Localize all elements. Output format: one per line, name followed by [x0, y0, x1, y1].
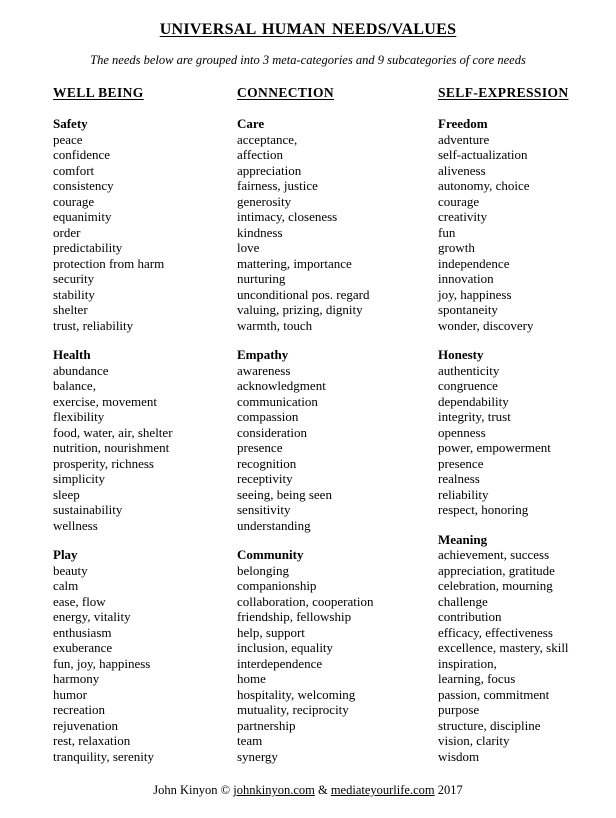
need-item: excellence, mastery, skill — [438, 640, 569, 655]
need-item: receptivity — [237, 471, 293, 486]
section-items — [53, 363, 237, 534]
need-item: fairness, justice — [237, 178, 318, 193]
needs-section — [237, 116, 438, 333]
need-item: efficacy, effectiveness — [438, 624, 553, 640]
section-title: Freedom — [438, 116, 488, 131]
need-item: congruence — [438, 378, 498, 393]
needs-section — [53, 347, 237, 533]
need-item: appreciation — [237, 162, 302, 178]
need-item: simplicity — [53, 471, 105, 486]
need-item: independence — [438, 255, 510, 271]
need-item: harmony — [53, 671, 100, 686]
need-item: peace — [53, 131, 83, 147]
need-item: sleep — [53, 486, 80, 502]
need-item: intimacy, closeness — [237, 209, 338, 224]
needs-columns — [53, 85, 616, 778]
need-item: predictability — [53, 240, 123, 255]
need-item: partnership — [237, 717, 296, 733]
needs-section — [438, 116, 616, 333]
need-item: unconditional pos. regard — [237, 286, 370, 302]
need-item: valuing, prizing, dignity — [237, 302, 363, 317]
page-title — [0, 0, 616, 39]
page-subtitle: The needs below are grouped into 3 meta-categories and 9 subcategories of core needs — [90, 53, 526, 67]
need-item: comfort — [53, 162, 95, 178]
page-footer — [0, 783, 616, 798]
section-title: Health — [53, 347, 91, 362]
need-item: abundance — [53, 362, 109, 378]
need-item: calm — [53, 578, 79, 593]
need-item: recognition — [237, 455, 297, 471]
johnkinyon-link[interactable]: johnkinyon.com — [233, 783, 315, 797]
page-title-text: UNIVERSAL HUMAN NEEDS/VALUES — [159, 21, 457, 38]
need-item: sensitivity — [237, 502, 291, 517]
footer-year: 2017 — [437, 783, 463, 797]
section-items — [438, 547, 616, 764]
column-sections — [438, 116, 616, 764]
need-item: kindness — [237, 224, 283, 240]
section-items — [438, 363, 616, 518]
column-header: CONNECTION — [237, 85, 335, 100]
need-item: realness — [438, 471, 480, 486]
need-item: achievement, success — [438, 547, 550, 562]
column-sections — [53, 116, 237, 764]
column-header: WELL BEING — [53, 85, 144, 100]
need-item: interdependence — [237, 655, 323, 671]
need-item: integrity, trust — [438, 409, 511, 424]
need-item: authenticity — [438, 362, 500, 378]
need-item: sustainability — [53, 502, 123, 517]
need-item: ease, flow — [53, 593, 106, 609]
need-item: self-actualization — [438, 147, 528, 162]
need-item: joy, happiness — [438, 286, 512, 302]
need-item: structure, discipline — [438, 717, 541, 733]
need-item: shelter — [53, 302, 88, 317]
needs-column — [438, 85, 616, 778]
need-item: dependability — [438, 393, 509, 409]
need-item: protection from harm — [53, 255, 165, 271]
need-item: recreation — [53, 702, 105, 717]
needs-column — [237, 85, 438, 778]
need-item: fun — [438, 224, 456, 240]
need-item: compassion — [237, 409, 299, 424]
need-item: confidence — [53, 147, 111, 162]
needs-section — [53, 547, 237, 764]
need-item: collaboration, cooperation — [237, 593, 374, 609]
need-item: consistency — [53, 178, 114, 193]
need-item: help, support — [237, 624, 305, 640]
need-item: energy, vitality — [53, 609, 131, 624]
footer-ampersand: & — [317, 783, 328, 797]
need-item: generosity — [237, 193, 292, 209]
need-item: food, water, air, shelter — [53, 424, 173, 440]
need-item: home — [237, 671, 266, 686]
section-items — [237, 132, 438, 334]
need-item: belonging — [237, 562, 289, 578]
need-item: adventure — [438, 131, 490, 147]
need-item: courage — [53, 193, 95, 209]
need-item: nurturing — [237, 271, 286, 286]
column-sections — [237, 116, 438, 764]
section-items — [53, 563, 237, 765]
need-item: presence — [438, 455, 484, 471]
need-item: learning, focus — [438, 671, 516, 686]
need-item: affection — [237, 147, 283, 162]
need-item: vision, clarity — [438, 733, 510, 748]
need-item: wisdom — [438, 748, 480, 764]
section-title: Empathy — [237, 347, 289, 362]
need-item: growth — [438, 240, 475, 255]
need-item: team — [237, 733, 263, 748]
need-item: hospitality, welcoming — [237, 686, 356, 702]
needs-section — [237, 347, 438, 533]
section-title: Honesty — [438, 347, 484, 362]
need-item: contribution — [438, 609, 502, 624]
need-item: celebration, mourning — [438, 578, 553, 593]
section-title: Meaning — [438, 531, 488, 547]
need-item: spontaneity — [438, 302, 498, 317]
need-item: purpose — [438, 702, 480, 717]
needs-column — [53, 85, 237, 778]
section-title: Community — [237, 547, 304, 562]
need-item: nutrition, nourishment — [53, 440, 170, 455]
need-item: love — [237, 240, 260, 255]
need-item: openness — [438, 424, 486, 440]
need-item: understanding — [237, 517, 311, 533]
need-item: mattering, importance — [237, 255, 352, 271]
need-item: companionship — [237, 578, 317, 593]
needs-section — [438, 347, 616, 518]
need-item: humor — [53, 686, 87, 702]
need-item: rest, relaxation — [53, 733, 131, 748]
need-item: challenge — [438, 593, 488, 609]
need-item: passion, commitment — [438, 686, 550, 702]
need-item: communication — [237, 393, 318, 409]
need-item: aliveness — [438, 162, 486, 178]
need-item: appreciation, gratitude — [438, 562, 555, 578]
need-item: reliability — [438, 486, 489, 502]
need-item: acceptance, — [237, 131, 298, 147]
need-item: flexibility — [53, 409, 105, 424]
need-item: wonder, discovery — [438, 317, 534, 333]
section-items — [237, 363, 438, 534]
need-item: innovation — [438, 271, 494, 286]
need-item: respect, honoring — [438, 502, 529, 517]
need-item: beauty — [53, 562, 88, 578]
need-item: prosperity, richness — [53, 455, 154, 471]
need-item: tranquility, serenity — [53, 748, 154, 764]
need-item: order — [53, 224, 81, 240]
section-title: Safety — [53, 116, 88, 131]
need-item: equanimity — [53, 209, 112, 224]
section-title: Play — [53, 547, 78, 562]
need-item: stability — [53, 286, 95, 302]
need-item: exuberance — [53, 640, 113, 655]
need-item: awareness — [237, 362, 291, 378]
need-item: mutuality, reciprocity — [237, 702, 349, 717]
need-item: balance, — [53, 378, 96, 393]
mediateyourlife-link[interactable]: mediateyourlife.com — [330, 783, 435, 797]
section-title: Care — [237, 116, 265, 131]
need-item: exercise, movement — [53, 393, 157, 409]
needs-section — [53, 116, 237, 333]
section-items — [438, 132, 616, 334]
need-item: rejuvenation — [53, 717, 118, 733]
need-item: trust, reliability — [53, 317, 134, 333]
column-header: SELF-EXPRESSION — [438, 85, 569, 100]
need-item: autonomy, choice — [438, 178, 530, 193]
need-item: friendship, fellowship — [237, 609, 352, 624]
need-item: inspiration, — [438, 655, 497, 671]
need-item: fun, joy, happiness — [53, 655, 151, 671]
need-item: consideration — [237, 424, 308, 440]
need-item: enthusiasm — [53, 624, 112, 640]
needs-section — [438, 532, 616, 765]
need-item: synergy — [237, 748, 278, 764]
footer-author: John Kinyon © — [153, 783, 231, 797]
need-item: presence — [237, 440, 283, 455]
need-item: warmth, touch — [237, 317, 313, 333]
needs-section — [237, 547, 438, 764]
need-item: power, empowerment — [438, 440, 551, 455]
need-item: inclusion, equality — [237, 640, 334, 655]
need-item: seeing, being seen — [237, 486, 332, 502]
section-items — [237, 563, 438, 765]
need-item: wellness — [53, 517, 98, 533]
section-items — [53, 132, 237, 334]
need-item: security — [53, 271, 95, 286]
need-item: acknowledgment — [237, 378, 326, 393]
need-item: courage — [438, 193, 480, 209]
need-item: creativity — [438, 209, 488, 224]
